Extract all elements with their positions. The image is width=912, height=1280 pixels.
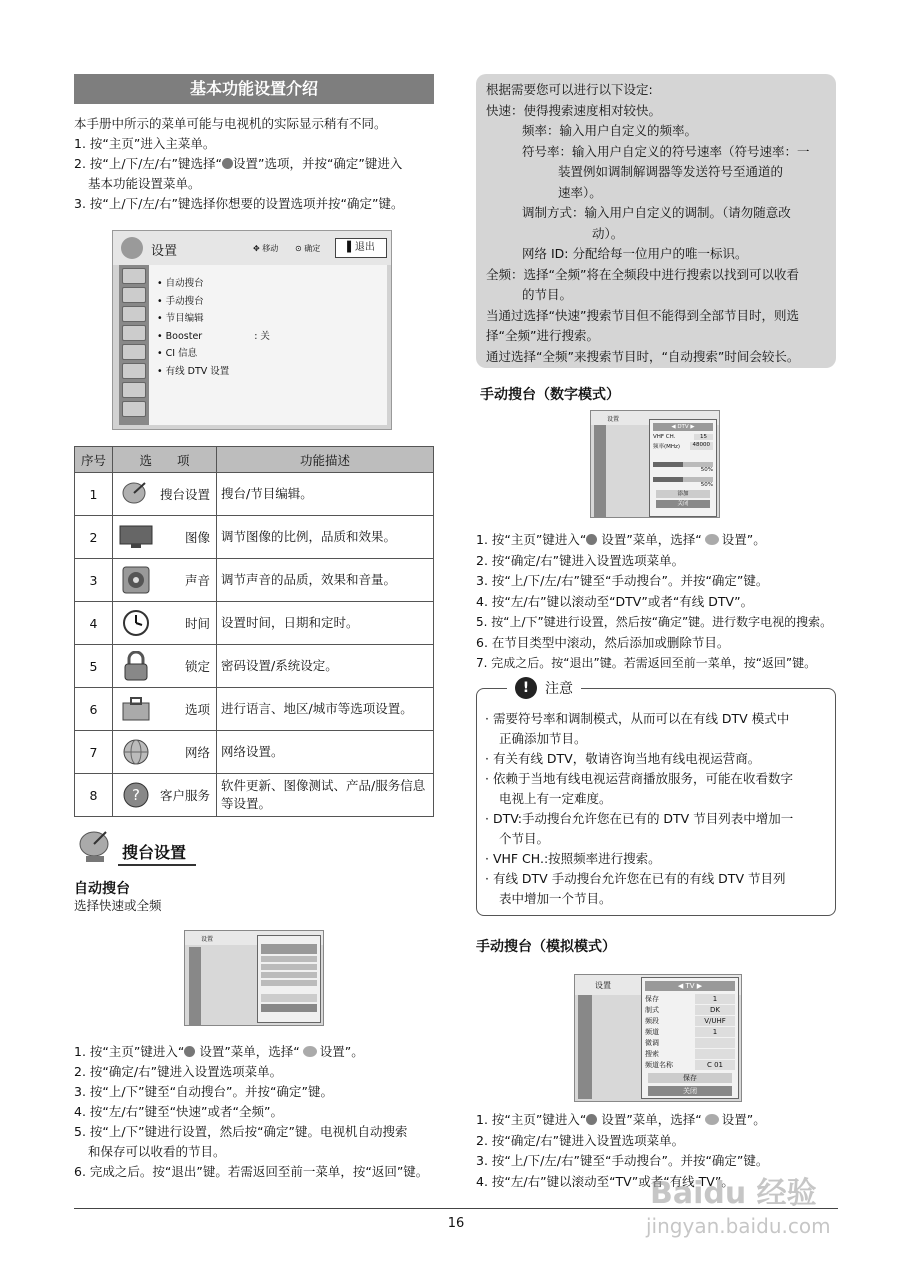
title-underline [118,864,196,866]
booster-value: : 关 [254,330,270,342]
manual-analog-title: 手动搜台（模拟模式） [476,939,616,955]
analog-row[interactable] [645,1027,735,1037]
auto-steps [74,1042,440,1182]
analog-row-value [695,1049,735,1059]
note-line: 个节目。 [499,831,550,846]
step-part: 1. 按“主页”键进入“ [476,532,587,547]
row-number: 8 [75,774,113,817]
step-line: 3. 按“上/下/左/右”键至“手动搜台”。并按“确定”键。 [476,1153,769,1168]
move-hint-label: 移动 [262,244,279,253]
speaker-icon [119,565,153,595]
section-title-bar: 基本功能设置介绍 [74,74,434,104]
row-description: 调节声音的品质，效果和音量。 [217,559,434,602]
row-number: 7 [75,731,113,774]
step-line [74,1042,440,1062]
step-part: 设置”。 [319,1044,364,1059]
info-line: 符号率：输入用户自定义的符号速率（符号速率：一 [522,143,810,159]
menu-item-label: Booster [165,330,203,342]
row-description: 搜台/节目编辑。 [217,473,434,516]
table-row [75,688,434,731]
satellite-icon [705,534,719,545]
row-description: 网络设置。 [217,731,434,774]
menu-item[interactable]: • 手动搜台 [157,295,204,307]
svg-text:?: ? [132,786,140,804]
row-number: 4 [75,602,113,645]
table-header: 序号 [75,447,113,473]
step-line: 3. 按“上/下”键至“自动搜台”。并按“确定”键。 [74,1084,333,1099]
row-option [113,688,217,731]
step-line: 3. 按“上/下/左/右”键至“手动搜台”。并按“确定”键。 [476,573,769,588]
row-option-label: 声音 [184,573,210,588]
save-button[interactable]: 保存 [648,1073,732,1083]
close-button[interactable]: 关闭 [648,1086,732,1096]
globe-icon [119,737,153,767]
step-line [476,530,846,551]
row-option-label: 锁定 [184,659,210,674]
analog-row-label: 制式 [645,1006,659,1014]
menu-item[interactable]: • CI 信息 [157,348,198,359]
table-row [75,559,434,602]
step-part: 设置”菜单，选择“ [601,1112,702,1127]
note-header [507,677,581,699]
info-line: 动）。 [592,225,624,241]
settings-info-box [476,74,836,368]
question-icon [119,780,153,810]
note-line: · DTV:手动搜台允许您在已有的 DTV 节目列表中增加一 [485,811,794,826]
note-line: · VHF CH.:按照频率进行搜索。 [485,851,661,866]
analog-row-label: 保存 [645,995,659,1003]
step-part: 设置”。 [721,532,766,547]
row-number: 3 [75,559,113,602]
step-line: 4. 按“左/右”键至“快速”或者“全频”。 [74,1104,283,1119]
menu-item-label: 节目编辑 [165,313,204,324]
info-line: 装置例如调制解调器等发送符号至通道的 [558,164,784,179]
shot-sidebar [189,947,201,1025]
vhf-value: 15 [694,434,713,440]
analog-row[interactable] [645,1060,735,1070]
row-number: 6 [75,688,113,731]
sidebar-icon[interactable] [122,268,146,284]
row-description: 调节图像的比例，品质和效果。 [217,516,434,559]
analog-row-value [695,1038,735,1048]
intro-line: 基本功能设置菜单。 [88,176,201,191]
table-row [75,731,434,774]
toolbox-icon [119,694,153,724]
monitor-icon [119,522,153,552]
row-description: 软件更新、图像测试、产品/服务信息等设置。 [217,774,434,817]
menu-header [113,231,391,265]
intro-text [74,114,438,214]
step-part: 设置”菜单，选择“ [199,1044,300,1059]
shot-title: 设置 [201,936,214,943]
exclamation-icon: ! [515,677,537,699]
settings-menu-screenshot [112,230,392,430]
mode-label: DTV [677,424,689,430]
info-line: 通过选择“全频”来搜索节目时，“自动搜索”时间会较长。 [486,348,800,364]
gear-icon [222,158,233,169]
menu-title: 设置 [151,244,178,259]
watermark-logo: Baidu 经验 [650,1176,817,1211]
row-option [113,559,217,602]
satellite-icon [119,479,153,509]
step-part: 1. 按“主页”键进入“ [476,1112,587,1127]
step-line: 2. 按“确定/右”键进入设置选项菜单。 [476,552,685,568]
step-part: 设置”菜单，选择“ [601,532,702,547]
info-line: 速率）。 [558,184,602,200]
analog-row-label: 微调 [645,1039,659,1047]
menu-item[interactable]: • Booster : 关 [157,330,270,342]
table-row [75,774,434,817]
shot-sidebar [578,995,592,1099]
vhf-label: VHF CH. [653,434,676,440]
row-description: 设置时间，日期和定时。 [217,602,434,645]
shot-title: 设置 [595,981,611,990]
row-option [113,774,217,817]
info-line: 频率：输入用户自定义的频率。 [522,123,698,138]
exit-button-label: 退出 [354,242,375,253]
shot-title: 设置 [607,416,620,423]
step-line: 4. 按“左/右”键以滚动至“DTV”或者“有线 DTV”。 [476,593,754,609]
shot-popup [257,935,321,1023]
manual-digital-title: 手动搜台（数字模式） [480,387,620,403]
sidebar-icon[interactable] [122,344,146,360]
note-line: · 需要符号率和调制模式，从而可以在有线 DTV 模式中 [485,711,790,726]
feature-table [74,446,434,817]
sidebar-icon[interactable] [122,306,146,322]
freq-value: 48000 [690,442,714,450]
menu-item-label: CI 信息 [165,348,198,359]
step-line: 4. 按“左/右”键以滚动至“TV”或者“有线 TV”。 [476,1173,734,1189]
info-line: 当通过选择“快速”搜索节目但不能得到全部节目时，则选 [486,307,799,323]
menu-item[interactable]: • 自动搜台 [157,278,204,289]
step-line: 5. 按“上/下”键进行设置，然后按“确定”键。电视机自动搜索 [74,1124,408,1139]
exit-button[interactable]: ▌退出 [335,238,387,258]
analog-row[interactable] [645,1016,735,1026]
row-option [113,645,217,688]
analog-row[interactable] [645,994,735,1004]
step-line: 2. 按“确定/右”键进入设置选项菜单。 [74,1064,283,1079]
intro-line: 1. 按“主页”进入主菜单。 [74,136,216,151]
add-button[interactable]: 添加 [656,490,710,498]
auto-search-screenshot [184,930,324,1026]
note-box [476,680,836,916]
shot-sidebar [594,425,606,517]
menu-item-label: 手动搜台 [165,295,204,307]
analog-row-label: 频道名称 [645,1061,673,1069]
menu-item[interactable]: • 有线 DTV 设置 [157,365,230,377]
row-number: 1 [75,473,113,516]
analog-row-value: 1 [695,994,735,1004]
note-line: · 有关有线 DTV，敬请咨询当地有线电视运营商。 [485,751,761,766]
ok-hint-label: 确定 [304,244,321,253]
info-line: 根据需要您可以进行以下设定: [486,82,653,97]
intro-line: 本手册中所示的菜单可能与电视机的实际显示稍有不同。 [74,116,387,131]
table-row [75,602,434,645]
quality-percent: 50% [700,482,713,488]
menu-item-label: 自动搜台 [165,278,204,289]
row-option-label: 网络 [184,745,210,760]
analog-row-label: 频段 [645,1017,659,1025]
sidebar-icon[interactable] [122,401,146,417]
info-line: 快速：使得搜索速度相对较快。 [486,102,662,118]
info-line: 网络 ID: 分配给每一位用户的唯一标识。 [522,246,748,261]
row-description: 密码设置/系统设定。 [217,645,434,688]
analog-rows [642,994,738,1070]
row-option [113,602,217,645]
row-option-label: 图像 [184,530,210,545]
analog-row-label: 频道 [645,1028,659,1036]
gear-icon [586,534,597,545]
mode-selector[interactable]: ◀ DTV ▶ [653,423,713,431]
table-header: 选 项 [113,447,217,473]
analog-row-label: 搜索 [645,1050,659,1058]
table-header: 功能描述 [217,447,434,473]
shot-popup [641,977,739,1099]
note-title: 注意 [545,681,573,697]
table-row [75,645,434,688]
note-line: 表中增加一个节目。 [499,891,612,906]
table-row [75,516,434,559]
sidebar-icon[interactable] [122,287,146,303]
gear-icon [184,1046,195,1057]
intro-line-part: 设置”选项，并按“确定”键进入 [232,156,403,171]
intro-line: 3. 按“上/下/左/右”键选择你想要的设置选项并按“确定”键。 [74,196,404,211]
menu-sidebar [119,265,149,425]
watermark-url: jingyan.baidu.com [646,1214,831,1238]
sidebar-icon[interactable] [122,363,146,379]
row-option-label: 选项 [184,702,210,717]
satellite-icon [76,828,116,868]
row-option [113,516,217,559]
step-line: 5. 按“上/下”键进行设置，然后按“确定”键。进行数字电视的搜索。 [476,615,833,629]
analog-row-value: V/UHF [695,1016,735,1026]
auto-search-subtitle: 选择快速或全频 [74,898,162,913]
signal-percent: 50% [700,467,713,473]
search-section-title: 搜台设置 [122,843,187,862]
info-line: 全频：选择“全频”将在全频段中进行搜索以找到可以收看 [486,266,799,282]
analog-search-screenshot [574,974,742,1102]
step-line: 7. 完成之后。按“退出”键。若需返回至前一菜单，按“返回”键。 [476,656,817,670]
ok-hint: ⊙ 确定 [295,244,321,253]
digital-search-screenshot [590,410,720,518]
table-row [75,473,434,516]
sidebar-icon[interactable] [122,382,146,398]
info-line: 的节目。 [522,287,573,302]
menu-panel [149,265,387,425]
info-line: 调制方式：输入用户自定义的调制。（请勿随意改 [522,205,791,220]
step-line: 和保存可以收看的节目。 [88,1144,226,1159]
analog-row[interactable] [645,1005,735,1015]
satellite-icon [303,1046,317,1057]
analog-row-value: DK [695,1005,735,1015]
intro-line [74,154,438,174]
note-line: 正确添加节目。 [499,731,587,746]
page-number: 16 [447,1216,465,1231]
analog-row-value: C 01 [695,1060,735,1070]
sidebar-icon[interactable] [122,325,146,341]
row-option [113,731,217,774]
analog-row-value: 1 [695,1027,735,1037]
step-line: 2. 按“确定/右”键进入设置选项菜单。 [476,1132,685,1148]
mode-label: TV [685,982,695,990]
step-line: 6. 完成之后。按“退出”键。若需返回至前一菜单，按“返回”键。 [74,1164,429,1179]
row-option-label: 搜台设置 [159,487,210,502]
auto-search-title: 自动搜台 [74,881,130,897]
analog-row[interactable] [645,1049,735,1059]
table-header-row [75,447,434,473]
clock-icon [119,608,153,638]
row-option-label: 时间 [184,616,210,631]
info-line: 择“全频”进行搜索。 [486,328,599,343]
digital-steps [476,530,846,674]
mode-selector[interactable]: ◀ TV ▶ [645,981,735,991]
satellite-icon [705,1114,719,1125]
row-number: 2 [75,516,113,559]
step-part: 1. 按“主页”键进入“ [74,1044,185,1059]
menu-item[interactable]: • 节目编辑 [157,313,204,324]
note-line: · 有线 DTV 手动搜台允许您在已有的有线 DTV 节目列 [485,871,786,886]
satellite-icon [121,237,143,259]
row-description: 进行语言、地区/城市等选项设置。 [217,688,434,731]
note-line: 电视上有一定难度。 [499,791,612,806]
shot-selector [261,944,317,954]
step-part: 设置”。 [721,1112,766,1127]
lock-icon [119,651,153,681]
analog-row[interactable] [645,1038,735,1048]
intro-line-part: 2. 按“上/下/左/右”键选择“ [74,156,222,171]
row-option [113,473,217,516]
close-button[interactable]: 关闭 [656,500,710,508]
gear-icon [586,1114,597,1125]
step-line [476,1110,846,1131]
row-number: 5 [75,645,113,688]
freq-label: 频率(MHz) [653,444,681,450]
menu-item-label: 有线 DTV 设置 [165,365,230,377]
move-hint: ✥ 移动 [253,244,279,253]
row-option-label: 客户服务 [159,788,210,803]
shot-popup [649,419,717,517]
note-line: · 依赖于当地有线电视运营商播放服务，可能在收看数字 [485,771,793,786]
step-line: 6. 在节目类型中滚动，然后添加或删除节目。 [476,634,730,650]
